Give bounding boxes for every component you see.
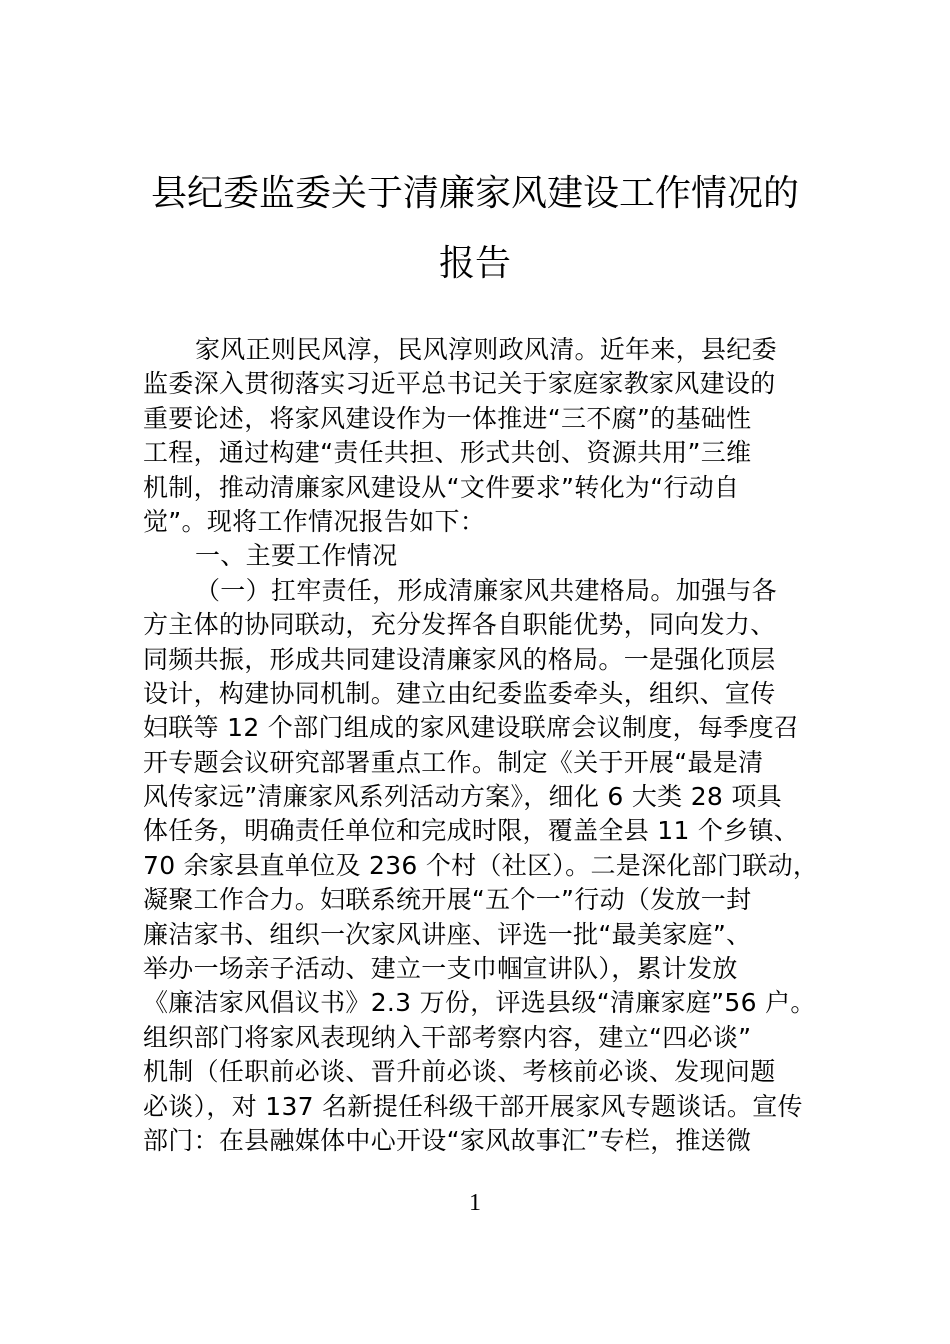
body-line: 廉洁家书、组织一次家风讲座、评选一批“最美家庭”、: [143, 919, 752, 949]
body-line: 70 余家县直单位及 236 个村（社区）。二是深化部门联动，: [143, 850, 819, 880]
body-line: 设计，构建协同机制。建立由纪委监委牵头，组织、宣传: [143, 678, 776, 708]
body-line: 监委深入贯彻落实习近平总书记关于家庭家教家风建设的: [143, 369, 776, 399]
body-line: 部门：在县融媒体中心开设“家风故事汇”专栏，推送微: [143, 1125, 752, 1155]
body-line: 同频共振，形成共同建设清廉家风的格局。一是强化顶层: [143, 644, 776, 674]
page-number: 1: [469, 1190, 481, 1216]
body-line: 家风正则民风淳，民风淳则政风清。近年来，县纪委: [195, 335, 777, 364]
body-line: 举办一场亲子活动、建立一支巾帼宣讲队），累计发放: [143, 954, 738, 984]
section-heading: 一、主要工作情况: [195, 541, 398, 571]
document-title-line-2: 报告: [438, 243, 511, 284]
body-line: 机制（任职前必谈、晋升前必谈、考核前必谈、发现问题: [143, 1057, 776, 1087]
document-title-line-1: 县纪委监委关于清廉家风建设工作情况的: [150, 173, 799, 214]
body-line: 凝聚工作合力。妇联系统开展“五个一”行动（发放一封: [143, 885, 752, 915]
body-line: 风传家远”清廉家风系列活动方案》，细化 6 大类 28 项具: [143, 782, 782, 812]
body-line: 体任务，明确责任单位和完成时限，覆盖全县 11 个乡镇、: [143, 816, 800, 846]
document-body: [143, 333, 833, 1158]
body-line: 方主体的协同联动，充分发挥各自职能优势，同向发力、: [143, 610, 776, 640]
body-line: 机制，推动清廉家风建设从“文件要求”转化为“行动自: [143, 472, 740, 502]
body-line: 开专题会议研究部署重点工作。制定《关于开展“最是清: [143, 747, 764, 777]
body-line: 妇联等 12 个部门组成的家风建设联席会议制度，每季度召: [143, 713, 800, 743]
body-line: 重要论述，将家风建设作为一体推进“三不腐”的基础性: [143, 403, 752, 433]
body-line: 组织部门将家风表现纳入干部考察内容，建立“四必谈”: [143, 1022, 752, 1052]
body-line: 工程，通过构建“责任共担、形式共创、资源共用”三维: [143, 438, 752, 468]
body-line: 觉”。现将工作情况报告如下：: [143, 506, 486, 536]
body-line: 必谈），对 137 名新提任科级干部开展家风专题谈话。宣传: [143, 1091, 803, 1121]
subsection-heading-line: （一）扛牢责任，形成清廉家风共建格局。加强与各: [195, 575, 777, 605]
body-line: 《廉洁家风倡议书》2.3 万份，评选县级“清廉家庭”56 户。: [143, 988, 816, 1018]
